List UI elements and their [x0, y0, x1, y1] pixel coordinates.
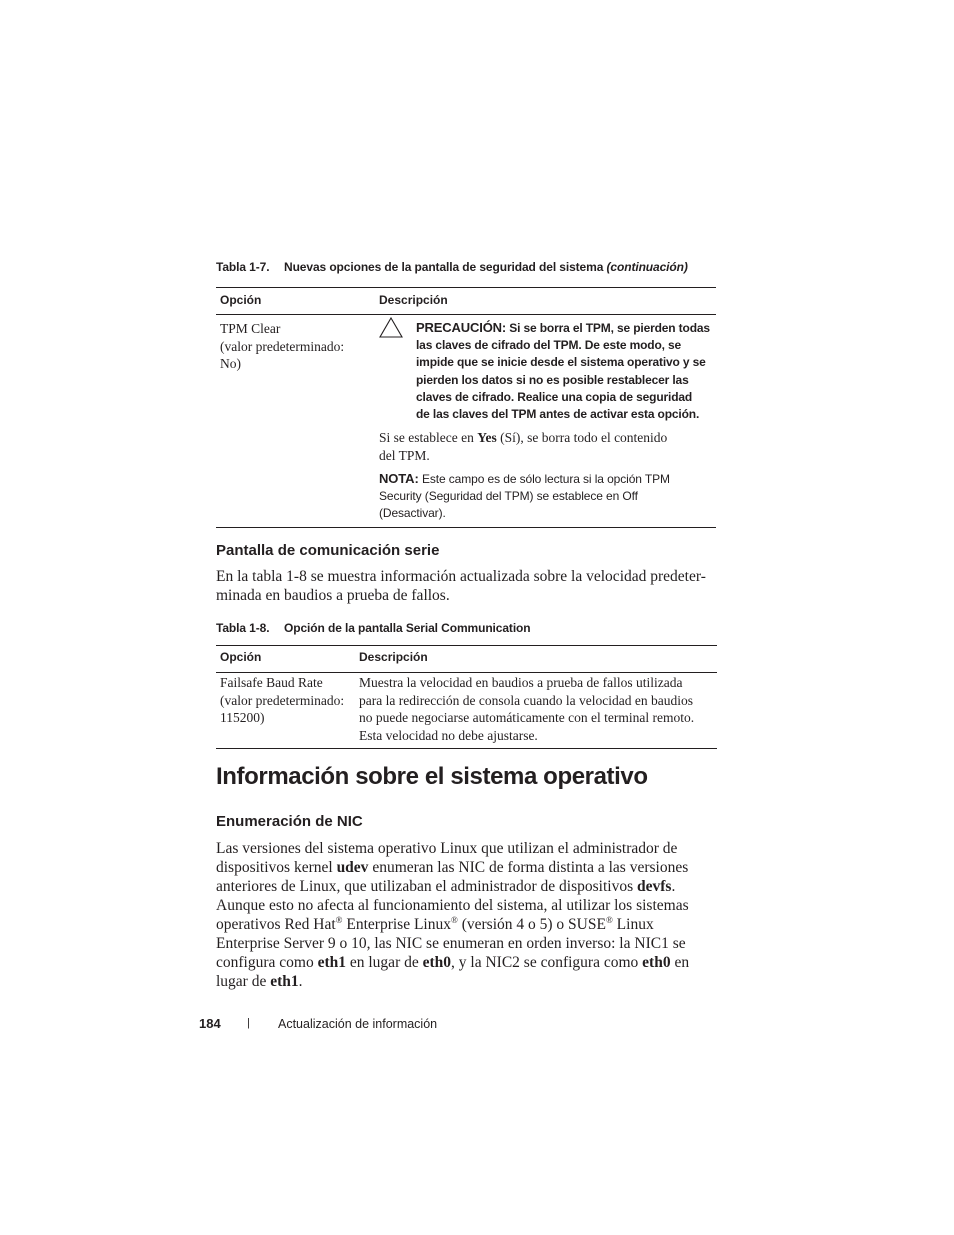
caution-line: de las claves del TPM antes de activar esta opción. — [416, 407, 700, 422]
table-title: Nuevas opciones de la pantalla de seguridad del sistema — [284, 260, 604, 274]
paragraph-line: Aunque esto no afecta al funcionamiento del sistema, al utilizar los sistemas — [216, 897, 689, 914]
serial-paragraph — [216, 567, 726, 605]
table-label: Tabla 1-8. — [216, 621, 270, 635]
paragraph-line: operativos Red Hat® Enterprise Linux® (versión 4 o 5) o SUSE® Linux — [216, 914, 654, 933]
option-name: TPM Clear — [220, 321, 281, 336]
option-default-value: 115200) — [220, 710, 265, 725]
note-text: Este campo es de sólo lectura si la opción TPM — [421, 472, 670, 486]
table-1-7-header-option: Opción — [220, 293, 262, 307]
desc-line: Esta velocidad no debe ajustarse. — [359, 727, 538, 743]
desc-text: (Sí), se borra todo el contenido — [500, 430, 668, 445]
paragraph-line: minada en baudios a prueba de fallos. — [216, 587, 450, 604]
desc-text: del TPM. — [379, 447, 430, 463]
code-term: eth0 — [422, 954, 452, 971]
code-term: eth1 — [317, 954, 346, 971]
table-1-7-bottom-rule — [216, 527, 716, 528]
table-1-8-caption — [216, 621, 531, 635]
nic-paragraph — [216, 839, 736, 991]
note-block — [379, 470, 715, 522]
caution-label: PRECAUCIÓN: — [416, 320, 507, 335]
paragraph-line: dispositivos kernel udev enumeran las NIC de forma distinta a las versiones — [216, 859, 689, 876]
caution-line: Si se borra el TPM, se pierden todas — [509, 321, 710, 335]
table-1-7-header-description: Descripción — [379, 293, 448, 307]
desc-line: no puede negociarse automáticamente con el terminal remoto. — [359, 710, 695, 725]
table-1-8-header-option: Opción — [220, 650, 262, 664]
registered-mark: ® — [335, 914, 343, 925]
paragraph-line: lugar de eth1. — [216, 973, 303, 990]
caution-line: las claves de cifrado del TPM. De este modo, se — [416, 338, 682, 353]
table-1-7-caption — [216, 260, 688, 274]
paragraph-line: En la tabla 1-8 se muestra información actualizada sobre la velocidad predeter- — [216, 568, 706, 585]
note-value: Off — [622, 489, 638, 503]
table-1-8-header-description: Descripción — [359, 650, 428, 664]
code-term: eth1 — [270, 973, 299, 990]
desc-text: Si se establece en — [379, 430, 474, 445]
option-default-label: (valor predeterminado: — [220, 338, 345, 354]
option-default-value: No) — [220, 356, 241, 371]
caution-line: claves de cifrado. Realice una copia de seguridad — [416, 389, 693, 404]
paragraph-line: Enterprise Server 9 o 10, las NIC se enumeran en orden inverso: la NIC1 se — [216, 935, 686, 952]
desc-option-value: Yes — [477, 430, 497, 445]
table-1-8-option-cell — [220, 674, 355, 727]
desc-line: Muestra la velocidad en baudios a prueba de fallos utilizada — [359, 675, 683, 690]
paragraph-line: Las versiones del sistema operativo Linux que utilizan el administrador de — [216, 840, 678, 857]
section-heading-nic: Enumeración de NIC — [216, 813, 363, 830]
desc-line: para la redirección de consola cuando la velocidad en baudios — [359, 692, 693, 708]
footer-separator: | — [247, 1017, 250, 1029]
paragraph-line: anteriores de Linux, que utilizaban el administrador de dispositivos devfs. — [216, 878, 676, 895]
registered-mark: ® — [605, 914, 613, 925]
caution-triangle-icon — [379, 317, 403, 338]
code-term: eth0 — [642, 954, 671, 971]
option-default-label: (valor predeterminado: — [220, 692, 345, 708]
table-1-8-bottom-rule — [216, 748, 717, 749]
table-1-7-header-rule — [216, 314, 716, 315]
page-heading-os: Información sobre el sistema operativo — [216, 763, 648, 790]
caution-block — [416, 319, 716, 423]
table-1-7-top-rule — [216, 287, 716, 288]
note-option: Security — [379, 489, 422, 503]
note-text: (Desactivar). — [379, 506, 446, 520]
paragraph-line: configura como eth1 en lugar de eth0, y la NIC2 se configura como eth0 en — [216, 954, 690, 971]
registered-mark: ® — [451, 914, 458, 925]
table-title: Opción de la pantalla Serial Communication — [284, 621, 531, 635]
table-1-8-description-cell — [359, 674, 717, 744]
caution-line: impide que se inicie desde el sistema operativo y se — [416, 355, 706, 370]
note-label: NOTA: — [379, 471, 419, 486]
section-heading-serial: Pantalla de comunicación serie — [216, 542, 440, 559]
code-term: devfs — [636, 878, 672, 895]
page-number: 184 — [199, 1016, 221, 1031]
note-text: (Seguridad del TPM) se establece en — [424, 489, 620, 503]
option-name: Failsafe Baud Rate — [220, 675, 323, 690]
footer-title: Actualización de información — [278, 1017, 438, 1031]
table-1-8-top-rule — [216, 645, 717, 646]
table-label: Tabla 1-7. — [216, 260, 270, 274]
table-continuation: (continuación) — [606, 260, 688, 274]
table-1-8-header-rule — [216, 672, 717, 673]
table-1-7-description-text — [379, 429, 715, 464]
table-1-7-option-cell — [220, 320, 370, 373]
caution-line: pierden los datos si no es posible restablecer las — [416, 372, 689, 387]
code-term: udev — [336, 859, 369, 876]
